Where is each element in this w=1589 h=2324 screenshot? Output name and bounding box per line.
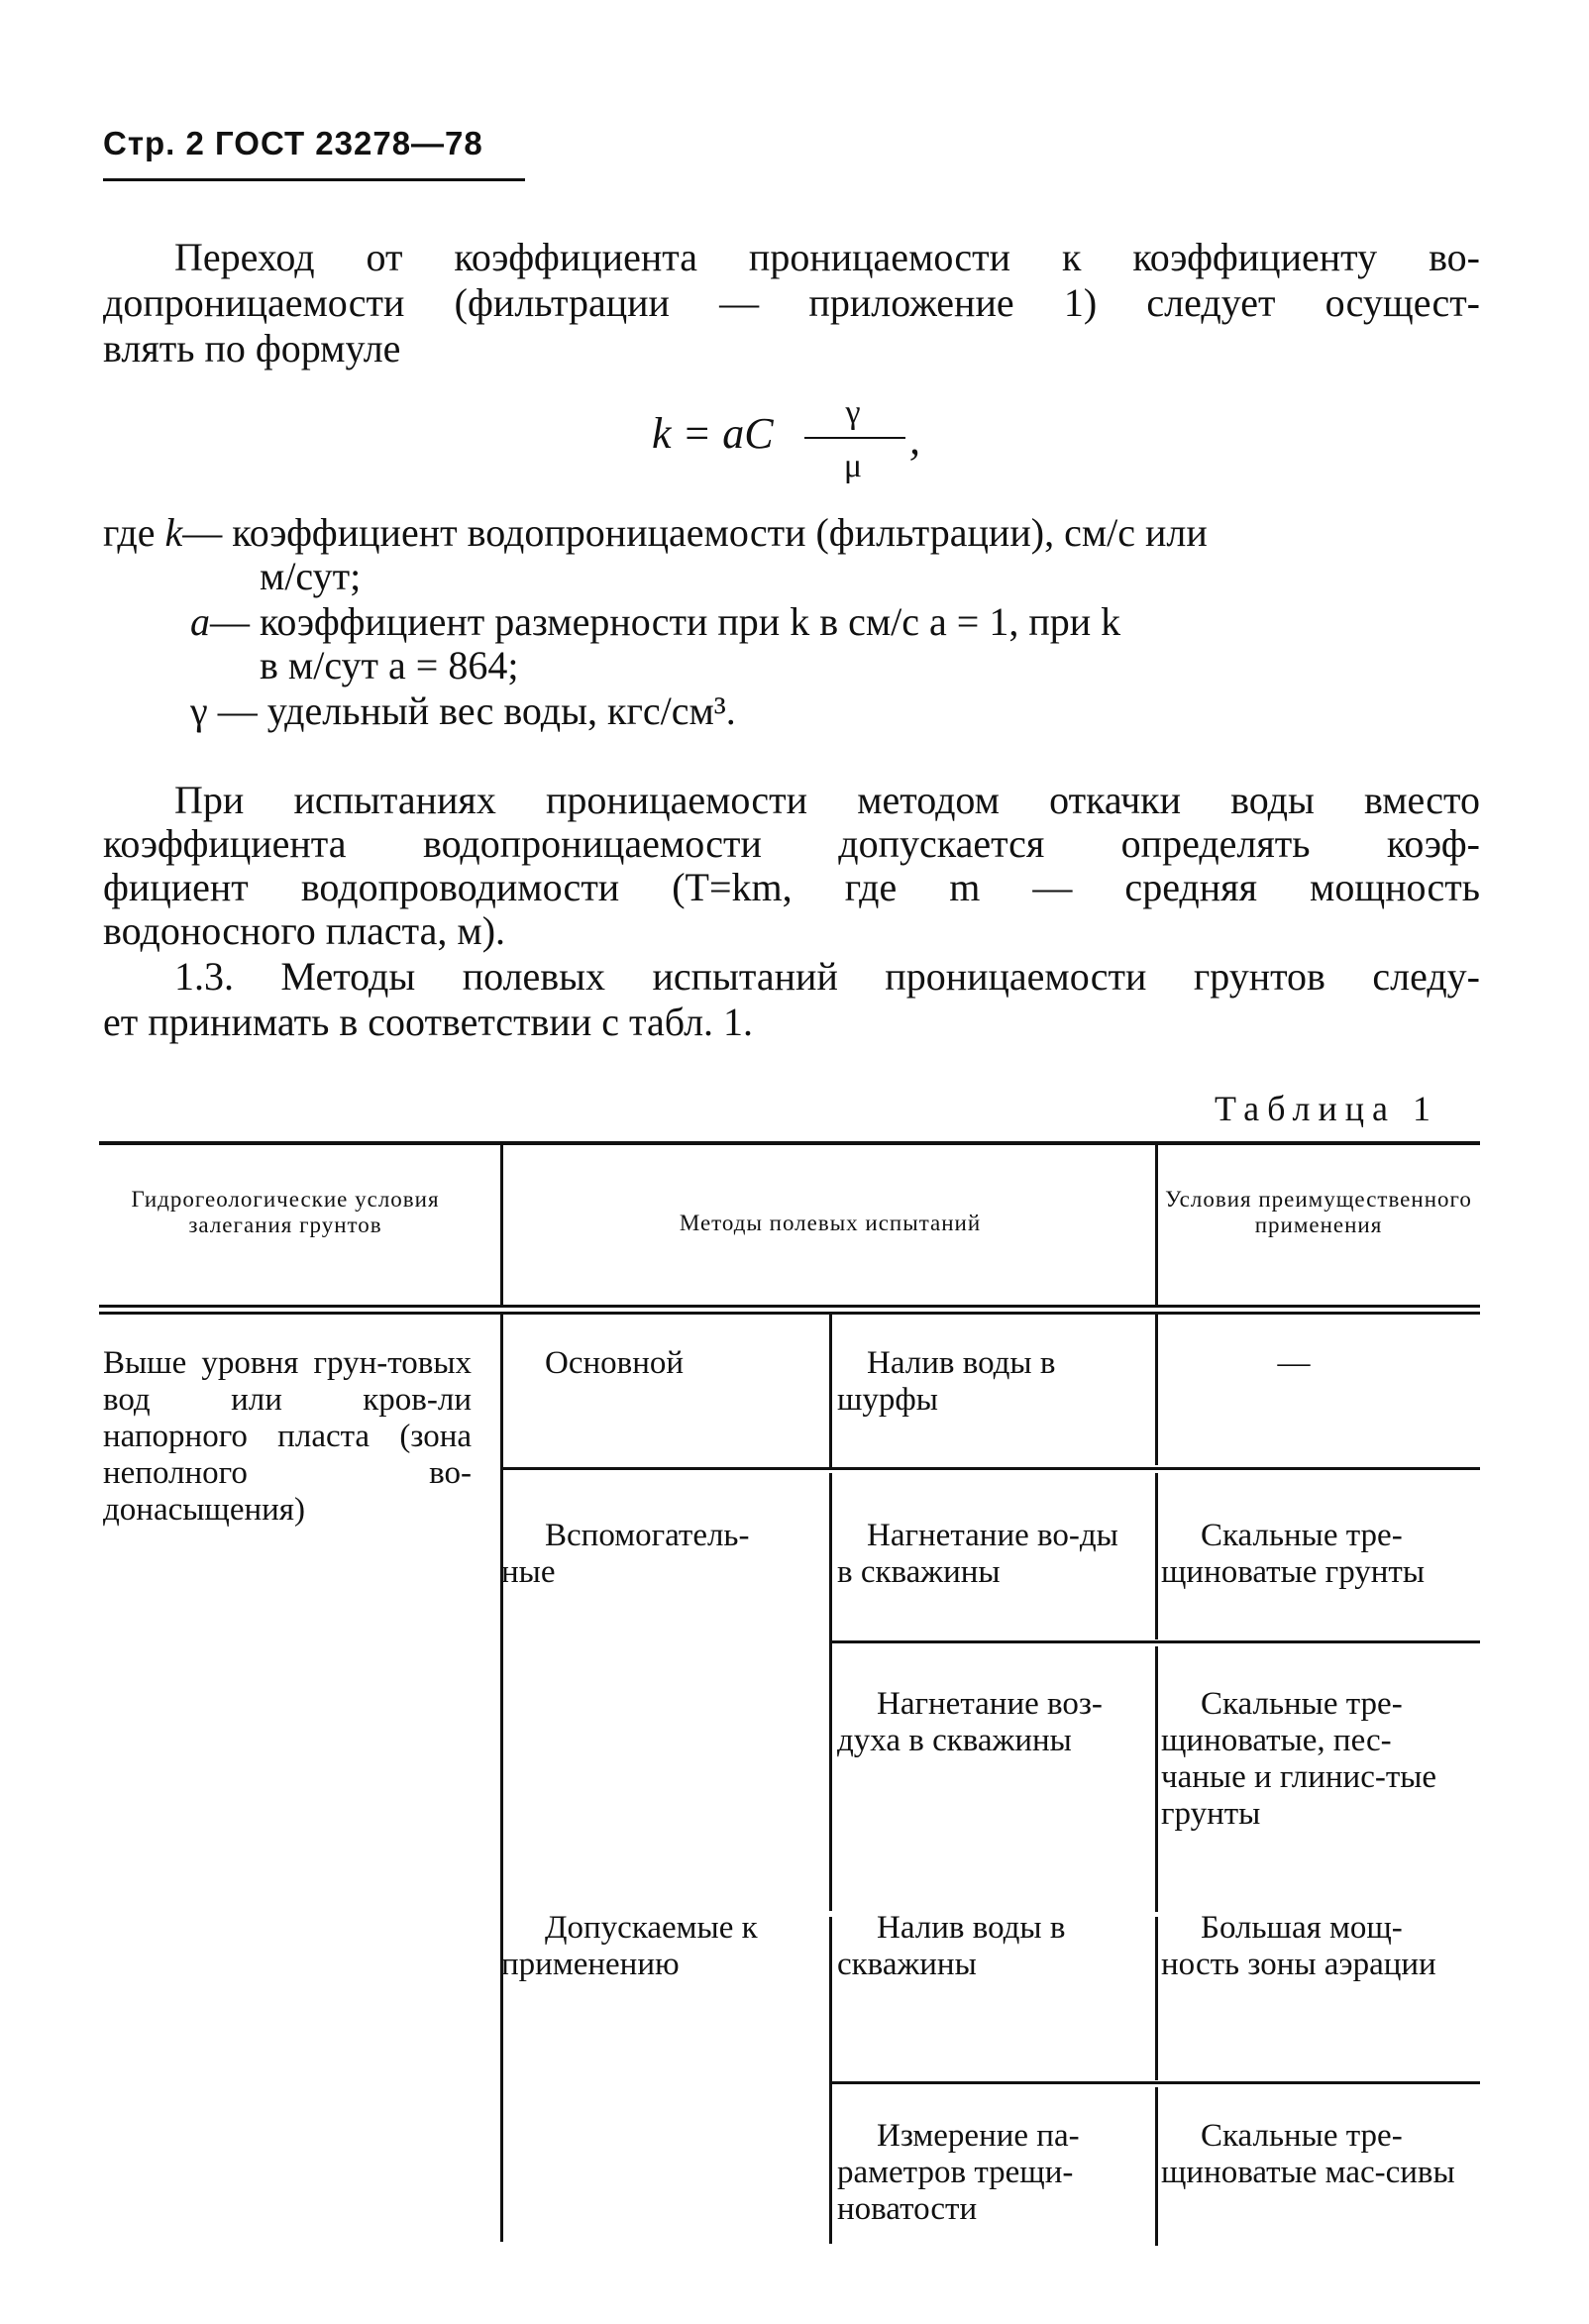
para2-line-3: фициент водопроводимости (T=km, где m — средняя мощность [103,865,1480,909]
col-divider-3e [1155,2087,1158,2246]
col-divider-3d [1155,1917,1158,2080]
definition-k [103,511,1480,555]
table-cell-usage: Скальные тре-щиноватые мас-сивы [1161,2118,1455,2190]
table-cell-method: Измерение па-раметров трещи-новатости [837,2118,1080,2227]
para2-line-1: При испытаниях проницаемости методом откачки воды вместо [174,778,1480,822]
header-divider-2 [1155,1145,1158,1308]
formula-lhs: k = aC [652,409,774,458]
col-divider-2c [829,1917,832,2244]
where-label: где [103,510,156,555]
table-cell-usage: Скальные тре-щиноватые, пес-чаные и глинис-тые грунты [1161,1686,1437,1832]
document-id: ГОСТ 23278—78 [215,125,483,161]
intro-line-3: влять по формуле [103,326,401,370]
table-header-rule-2 [99,1312,1480,1315]
header-col-methods: Методы полевых испытаний [679,1211,982,1235]
intro-line-2: допроницаемости (фильтрации — приложение 1) следует осущест- [103,280,1480,325]
table-cell-usage: Скальные тре-щиноватые грунты [1161,1518,1426,1590]
table-cell-usage: Большая мощ-ность зоны аэрации [1161,1910,1436,1982]
a-text-1: — коэффициент размерности при k в см/с a = 1, при k [210,599,1121,644]
header-divider-1 [500,1145,503,1308]
definition-gamma [190,689,1280,733]
para3-line-1: 1.3. Методы полевых испытаний проницаемости грунтов следу- [174,954,1480,999]
row-rule-3 [832,2081,1480,2084]
a-text-2: в м/сут a = 864; [260,643,519,687]
col-divider-2b [829,1473,832,1911]
col-divider-1 [500,1315,503,2242]
intro-line-1: Переход от коэффициента проницаемости к коэффициенту во- [174,235,1480,279]
col-divider-3b [1155,1473,1158,1639]
k-symbol: k [164,510,183,555]
table-cell-method: Налив воды в скважины [837,1910,1066,1982]
table-top-rule [99,1141,1480,1145]
fraction-bar [804,437,905,439]
page-header [103,125,483,162]
para2-line-4: водоносного пласта, м). [103,908,506,953]
table-caption: Таблица 1 [1215,1089,1438,1128]
header-col-usage: Условия преимущественного применения [1165,1187,1472,1237]
k-text-1: — коэффициент водопроницаемости (фильтрации), см/с или [182,510,1208,555]
definition-a [190,600,1480,644]
col-divider-2a [829,1315,832,1469]
gamma-text: — удельный вес воды, кгс/см³. [217,688,736,733]
table-cell-method: Нагнетание во-ды в скважины [837,1518,1118,1590]
k-text-2: м/сут; [260,554,362,598]
row-rule-1 [500,1467,1480,1470]
table-cell-usage: — [1277,1345,1311,1381]
page-label: Стр. 2 [103,125,205,161]
table-cell-condition: Выше уровня грун-товых вод или кров-ли напорного пласта (зона неполного во-донасыщения) [103,1345,472,1528]
table-cell-category: Допускаемые к применению [501,1910,758,1982]
header-rule [103,178,525,181]
a-symbol: a [190,599,210,644]
formula-denominator: μ [843,448,863,484]
formula-numerator: γ [845,394,861,431]
table-cell-method: Нагнетание воз-духа в скважины [837,1686,1103,1758]
col-divider-3c [1155,1646,1158,1912]
header-col-conditions: Гидрогеологические условия залегания грунтов [131,1187,440,1237]
para3-line-2: ет принимать в соответствии с табл. 1. [103,1000,754,1044]
table-cell-category: Вспомогатель-ные [501,1518,750,1590]
table-cell-category: Основной [545,1345,685,1381]
formula-comma: , [909,415,920,464]
para2-line-2: коэффициента водопроницаемости допускается определять коэф- [103,821,1480,866]
table-cell-method: Налив воды в шурфы [837,1345,1056,1418]
row-rule-2 [832,1640,1480,1643]
gamma-symbol: γ [190,688,208,733]
table-header-rule-1 [99,1305,1480,1308]
col-divider-3a [1155,1315,1158,1465]
